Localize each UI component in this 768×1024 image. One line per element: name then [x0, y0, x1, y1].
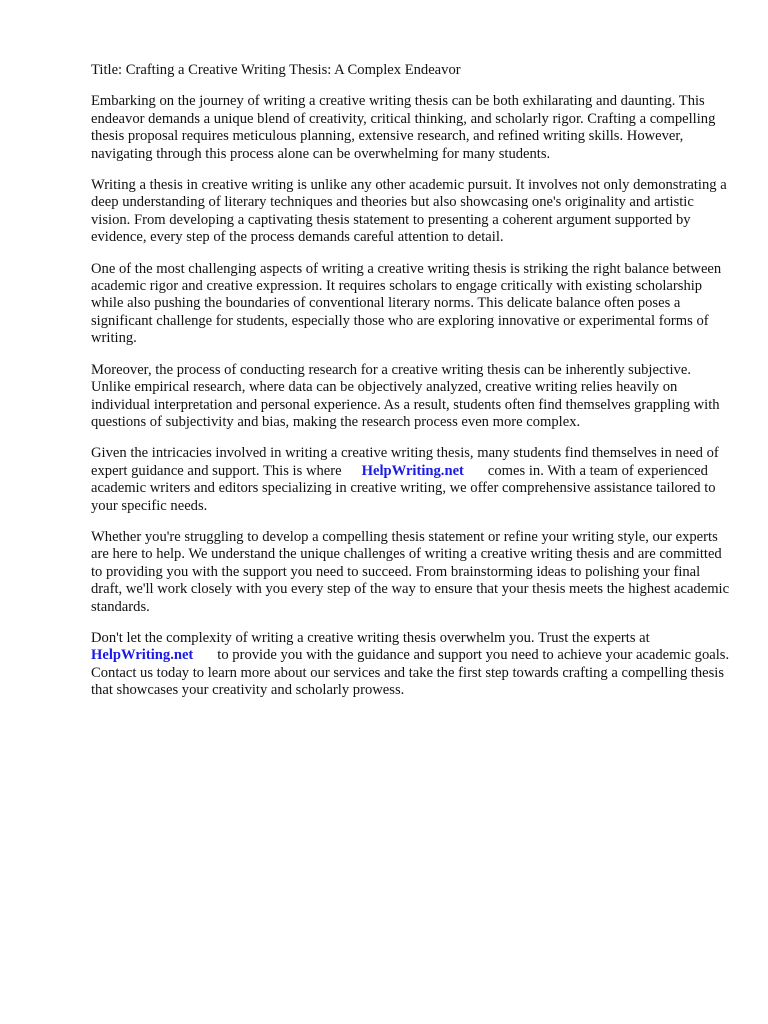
paragraph-2: Writing a thesis in creative writing is unlike any other academic pursuit. It involves not only demonstrating a deep understanding of literary techniques and theories but also showcasing one's originality and artistic vision. From developing a captivating thesis statement to presenting a coherent argument supported by evidence, every step of the process demands careful attention to detail.: [91, 177, 727, 246]
helpwriting-link-1[interactable]: HelpWriting.net: [361, 462, 464, 479]
paragraph-7-text-after: to provide you with the guidance and support you need to achieve your academic goals. Contact us today to learn more about our services and take the first step towards crafting a compelling thesis that showcases your creativity and scholarly prowess.: [91, 647, 730, 699]
helpwriting-link-2[interactable]: HelpWriting.net: [91, 647, 194, 664]
paragraph-6: Whether you're struggling to develop a compelling thesis statement or refine your writing style, our experts are here to help. We understand the unique challenges of writing a creative writing thesis and are committed to providing you with the support you need to succeed. From brainstorming ideas to polishing your final draft, we'll work closely with you every step of the way to ensure that your thesis meets the highest academic standards.: [91, 528, 730, 615]
paragraph-5-text-before: Given the intricacies involved in writing a creative writing thesis, many students find themselves in need of expert guidance and support. This is where: [91, 445, 719, 479]
document-title: Title: Crafting a Creative Writing Thesis: A Complex Endeavor: [91, 62, 461, 78]
paragraph-5: [91, 445, 731, 515]
paragraph-3: One of the most challenging aspects of writing a creative writing thesis is striking the right balance between academic rigor and creative expression. It requires scholars to engage critically with existing scholarship while also pushing the boundaries of conventional literary norms. This delicate balance often poses a significant challenge for students, especially those who are exploring innovative or experimental forms of writing.: [91, 260, 722, 347]
paragraph-4: Moreover, the process of conducting research for a creative writing thesis can be inherently subjective. Unlike empirical research, where data can be objectively analyzed, creative writing relies heavily on individual interpretation and personal experience. As a result, students often find themselves grappling with questions of subjectivity and bias, making the research process even more complex.: [91, 361, 720, 430]
paragraph-1: Embarking on the journey of writing a creative writing thesis can be both exhilarating and daunting. This endeavor demands a unique blend of creativity, critical thinking, and scholarly rigor. Crafting a compelling thesis proposal requires meticulous planning, extensive research, and refined writing skills. However, navigating through this process alone can be overwhelming for many students.: [91, 93, 716, 162]
paragraph-5-text-after: comes in. With a team of experienced academic writers and editors specializing in creative writing, we offer comprehensive assistance tailored to your specific needs.: [91, 462, 716, 514]
document-body: [91, 62, 731, 714]
paragraph-7: [91, 630, 731, 700]
paragraph-7-text-before: Don't let the complexity of writing a creative writing thesis overwhelm you. Trust the experts at: [91, 629, 650, 646]
